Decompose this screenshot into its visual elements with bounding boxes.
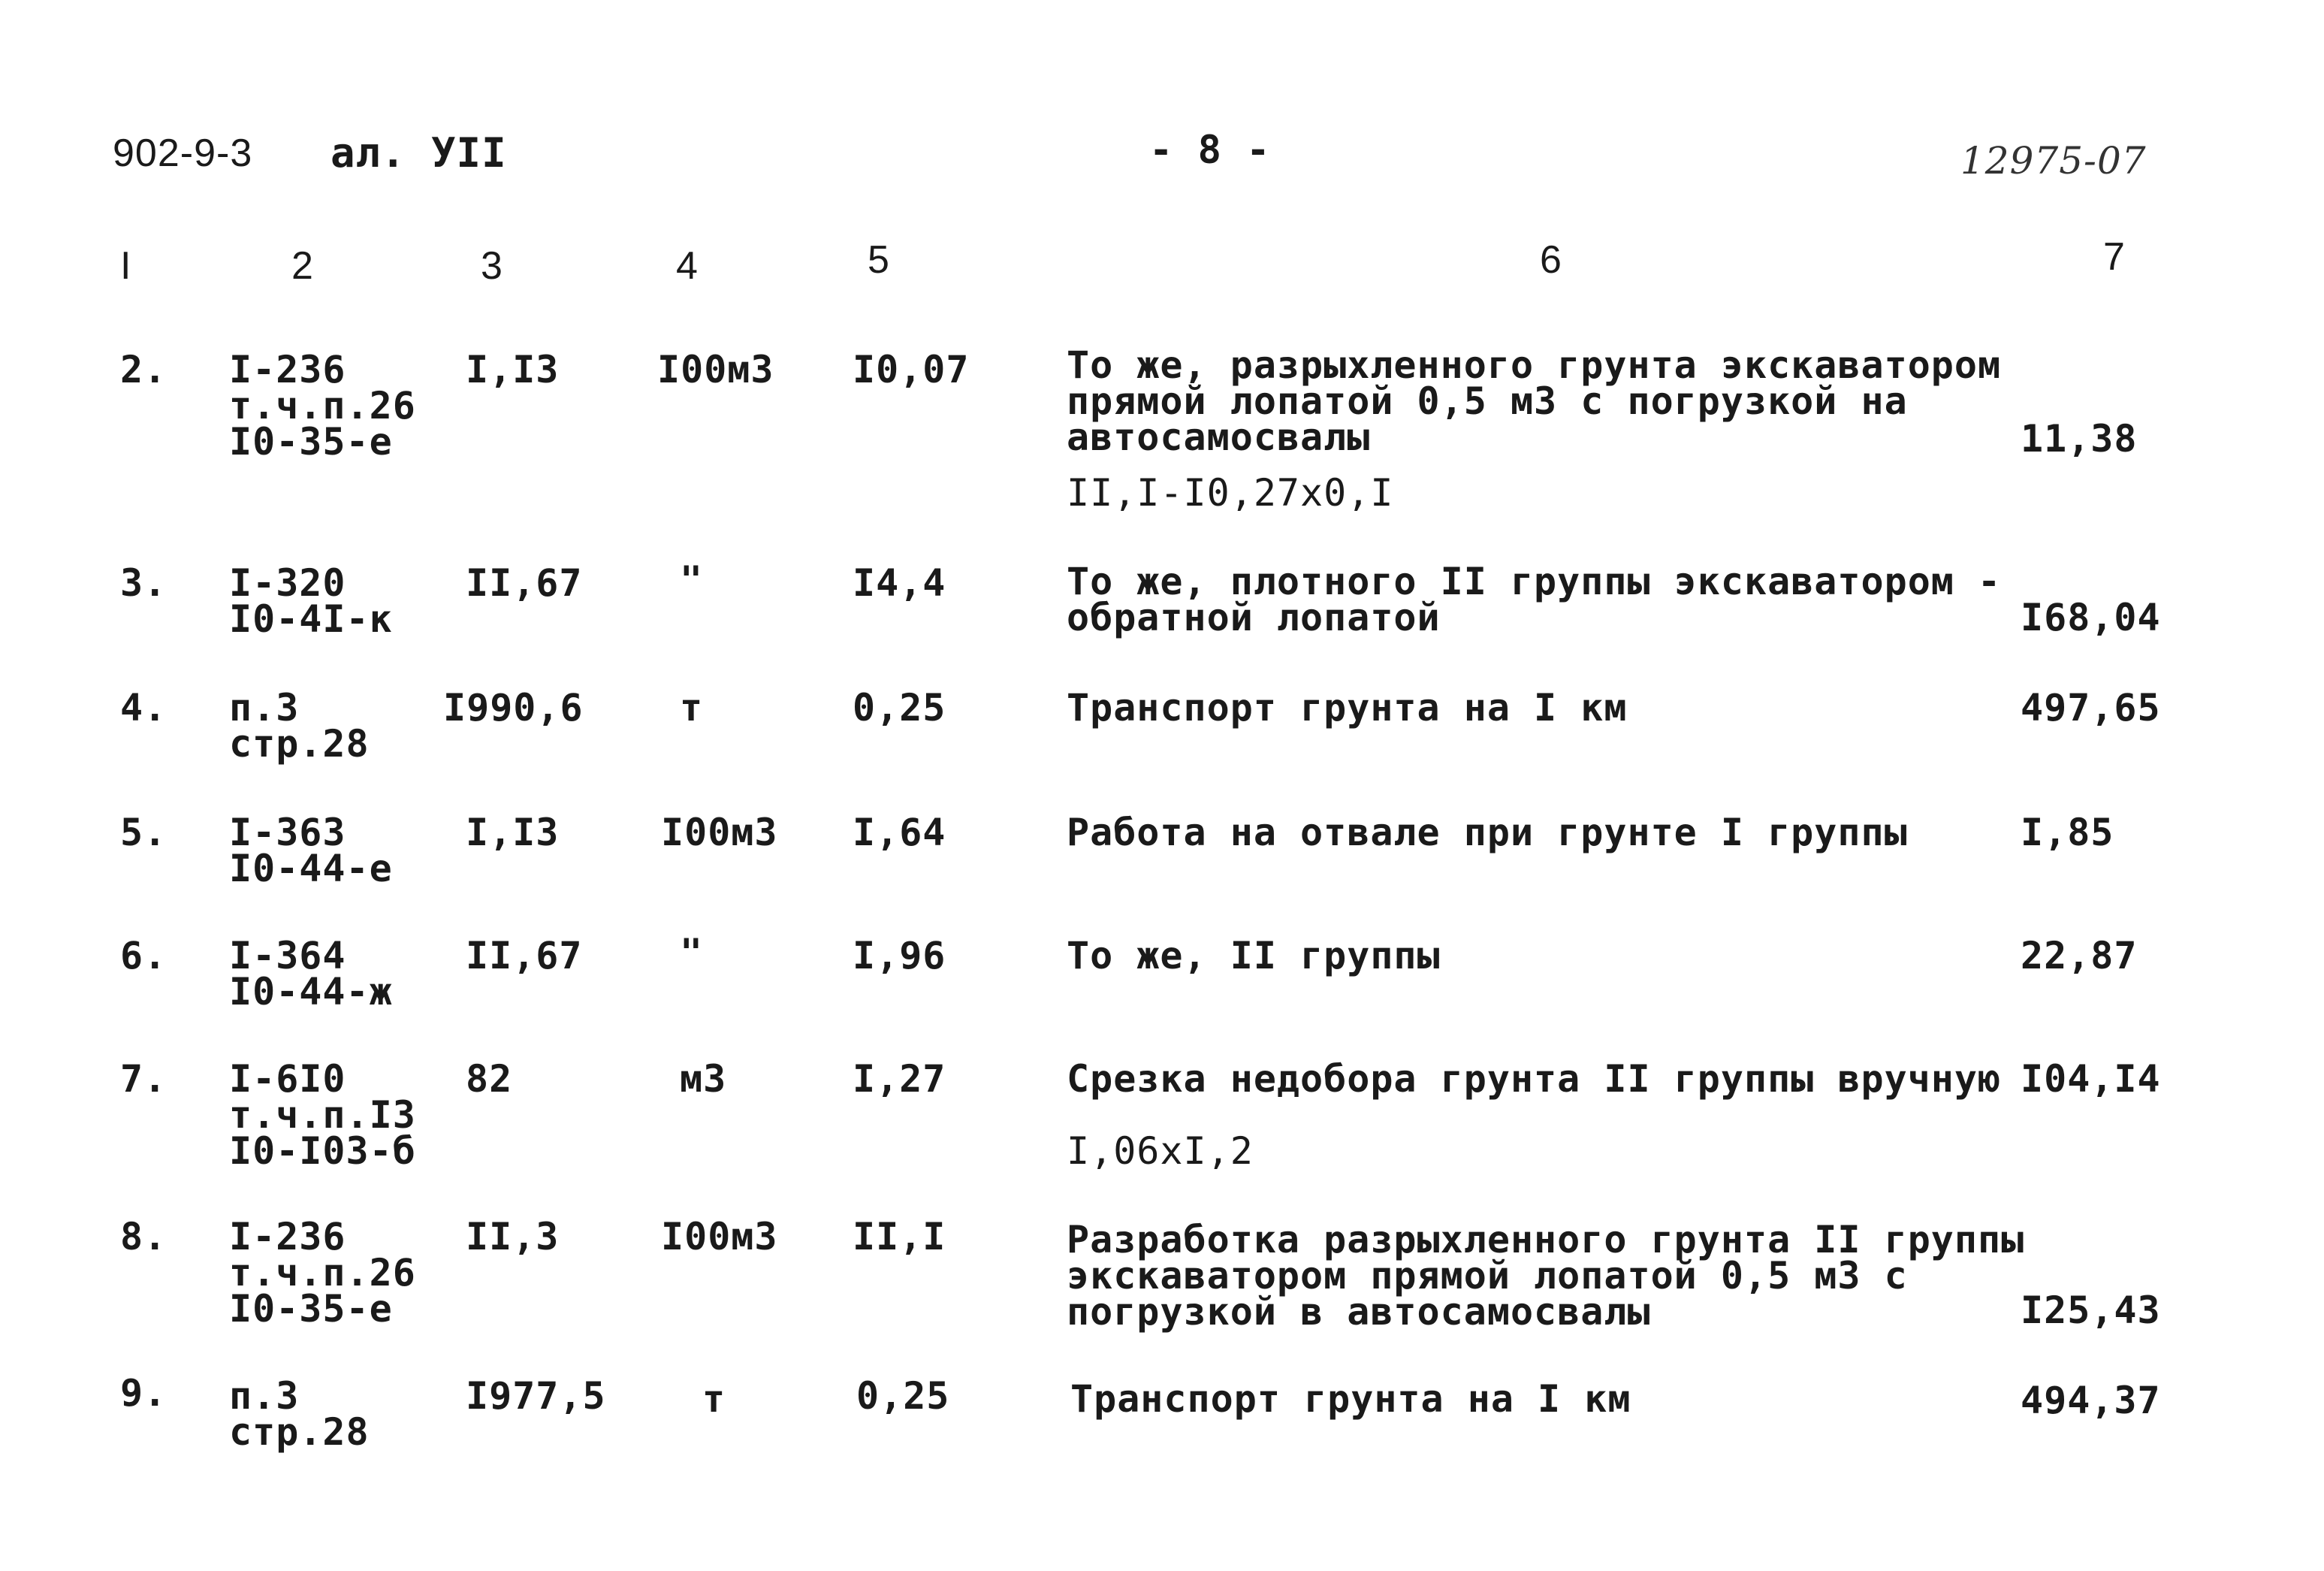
- unit: т: [702, 1377, 726, 1421]
- unit: ": [680, 931, 704, 974]
- work-description: [1070, 1377, 1631, 1421]
- description-line: прямой лопатой 0,5 м3 с погрузкой на: [1067, 379, 1908, 423]
- column-number-5: 5: [868, 238, 890, 282]
- quantity: 82: [466, 1057, 513, 1101]
- work-description: [1067, 560, 2002, 639]
- reference-line: I-363: [229, 811, 346, 854]
- unit: ": [680, 558, 704, 602]
- reference-line: I-320: [229, 561, 346, 605]
- quantity: I990,6: [443, 686, 584, 730]
- description-line: Транспорт грунта на I км: [1067, 686, 1628, 730]
- rate: I,64: [853, 811, 946, 854]
- quantity: I,I3: [466, 811, 560, 854]
- norm-reference: [229, 934, 393, 1014]
- reference-line: т.ч.п.26: [229, 384, 416, 427]
- calculation-formula: II,I-I0,27х0,I: [1067, 471, 1394, 515]
- row-number: 9.: [120, 1371, 168, 1415]
- norm-reference: [229, 811, 393, 890]
- work-description: [1067, 1057, 2002, 1101]
- row-number: 7.: [120, 1057, 168, 1101]
- reference-line: I-6I0: [229, 1057, 346, 1101]
- norm-reference: [229, 561, 393, 641]
- unit: м3: [680, 1057, 727, 1101]
- rate: I,27: [853, 1057, 946, 1101]
- column-number-3: 3: [481, 244, 503, 288]
- reference-line: I0-35-е: [229, 420, 393, 464]
- total-value: 22,87: [2021, 934, 2138, 977]
- quantity: II,3: [466, 1215, 560, 1258]
- reference-line: I0-I03-б: [229, 1129, 416, 1173]
- reference-line: I-236: [229, 1215, 346, 1258]
- description-line: Разработка разрыхленного грунта II группы: [1067, 1218, 2025, 1261]
- page-number: - 8 -: [1149, 128, 1271, 173]
- reference-line: п.3: [229, 1374, 300, 1418]
- reference-line: т.ч.п.26: [229, 1251, 416, 1295]
- reference-line: I0-44-е: [229, 847, 393, 890]
- description-line: автосамосвалы: [1067, 415, 1371, 459]
- reference-line: I0-35-е: [229, 1287, 393, 1331]
- total-value: I25,43: [2021, 1289, 2161, 1332]
- quantity: I977,5: [466, 1374, 606, 1418]
- quantity: II,67: [466, 561, 583, 605]
- column-number-4: 4: [676, 244, 699, 288]
- reference-line: I-364: [229, 934, 346, 977]
- row-number: 5.: [120, 811, 168, 854]
- document-code: 902-9-3: [113, 131, 253, 175]
- description-line: экскаватором прямой лопатой 0,5 м3 с: [1067, 1254, 1908, 1298]
- norm-reference: [229, 1374, 370, 1454]
- work-description: [1067, 1218, 2025, 1334]
- total-value: 494,37: [2021, 1379, 2161, 1422]
- rate: I,96: [853, 934, 946, 977]
- work-description: [1067, 686, 1628, 730]
- rate: II,I: [853, 1215, 946, 1258]
- unit: I00м3: [657, 348, 774, 391]
- reference-line: I0-4I-к: [229, 597, 393, 641]
- description-line: погрузкой в автосамосвалы: [1067, 1290, 1651, 1334]
- row-number: 3.: [120, 561, 168, 605]
- rate: 0,25: [853, 686, 946, 730]
- column-number-2: 2: [291, 244, 314, 288]
- quantity: II,67: [466, 934, 583, 977]
- norm-reference: [229, 1057, 416, 1173]
- rate: 0,25: [856, 1374, 950, 1418]
- unit: I00м3: [661, 1215, 778, 1258]
- reference-line: т.ч.п.I3: [229, 1093, 416, 1137]
- norm-reference: [229, 348, 416, 464]
- reference-line: стр.28: [229, 722, 370, 766]
- rate: I0,07: [853, 348, 970, 391]
- total-value: 11,38: [2021, 417, 2138, 461]
- archive-number: 12975-07: [1960, 139, 2147, 183]
- album-number: ал. УII: [330, 129, 507, 177]
- quantity: I,I3: [466, 348, 560, 391]
- norm-reference: [229, 1215, 416, 1331]
- calculation-formula: I,06хI,2: [1067, 1129, 1254, 1173]
- row-number: 4.: [120, 686, 168, 730]
- reference-line: I0-44-ж: [229, 970, 393, 1014]
- work-description: [1067, 811, 1908, 854]
- row-number: 6.: [120, 934, 168, 977]
- reference-line: I-236: [229, 348, 346, 391]
- row-number: 2.: [120, 348, 168, 391]
- work-description: [1067, 343, 2002, 459]
- total-value: 497,65: [2021, 686, 2161, 730]
- reference-line: стр.28: [229, 1410, 370, 1454]
- column-number-1: I: [120, 244, 132, 288]
- description-line: То же, разрыхленного грунта экскаватором: [1067, 343, 2002, 387]
- description-line: Работа на отвале при грунте I группы: [1067, 811, 1908, 854]
- description-line: обратной лопатой: [1067, 596, 1441, 639]
- column-number-7: 7: [2103, 235, 2126, 279]
- reference-line: п.3: [229, 686, 300, 730]
- total-value: I68,04: [2021, 596, 2161, 639]
- total-value: I04,I4: [2021, 1057, 2161, 1101]
- unit: I00м3: [661, 811, 778, 854]
- column-number-6: 6: [1540, 238, 1562, 282]
- description-line: То же, плотного II группы экскаватором -: [1067, 560, 2002, 603]
- row-number: 8.: [120, 1215, 168, 1258]
- total-value: I,85: [2021, 811, 2114, 854]
- description-line: Срезка недобора грунта II группы вручную: [1067, 1057, 2002, 1101]
- unit: т: [680, 686, 704, 730]
- work-description: [1067, 934, 1441, 977]
- description-line: Транспорт грунта на I км: [1070, 1377, 1631, 1421]
- norm-reference: [229, 686, 370, 766]
- description-line: То же, II группы: [1067, 934, 1441, 977]
- rate: I4,4: [853, 561, 946, 605]
